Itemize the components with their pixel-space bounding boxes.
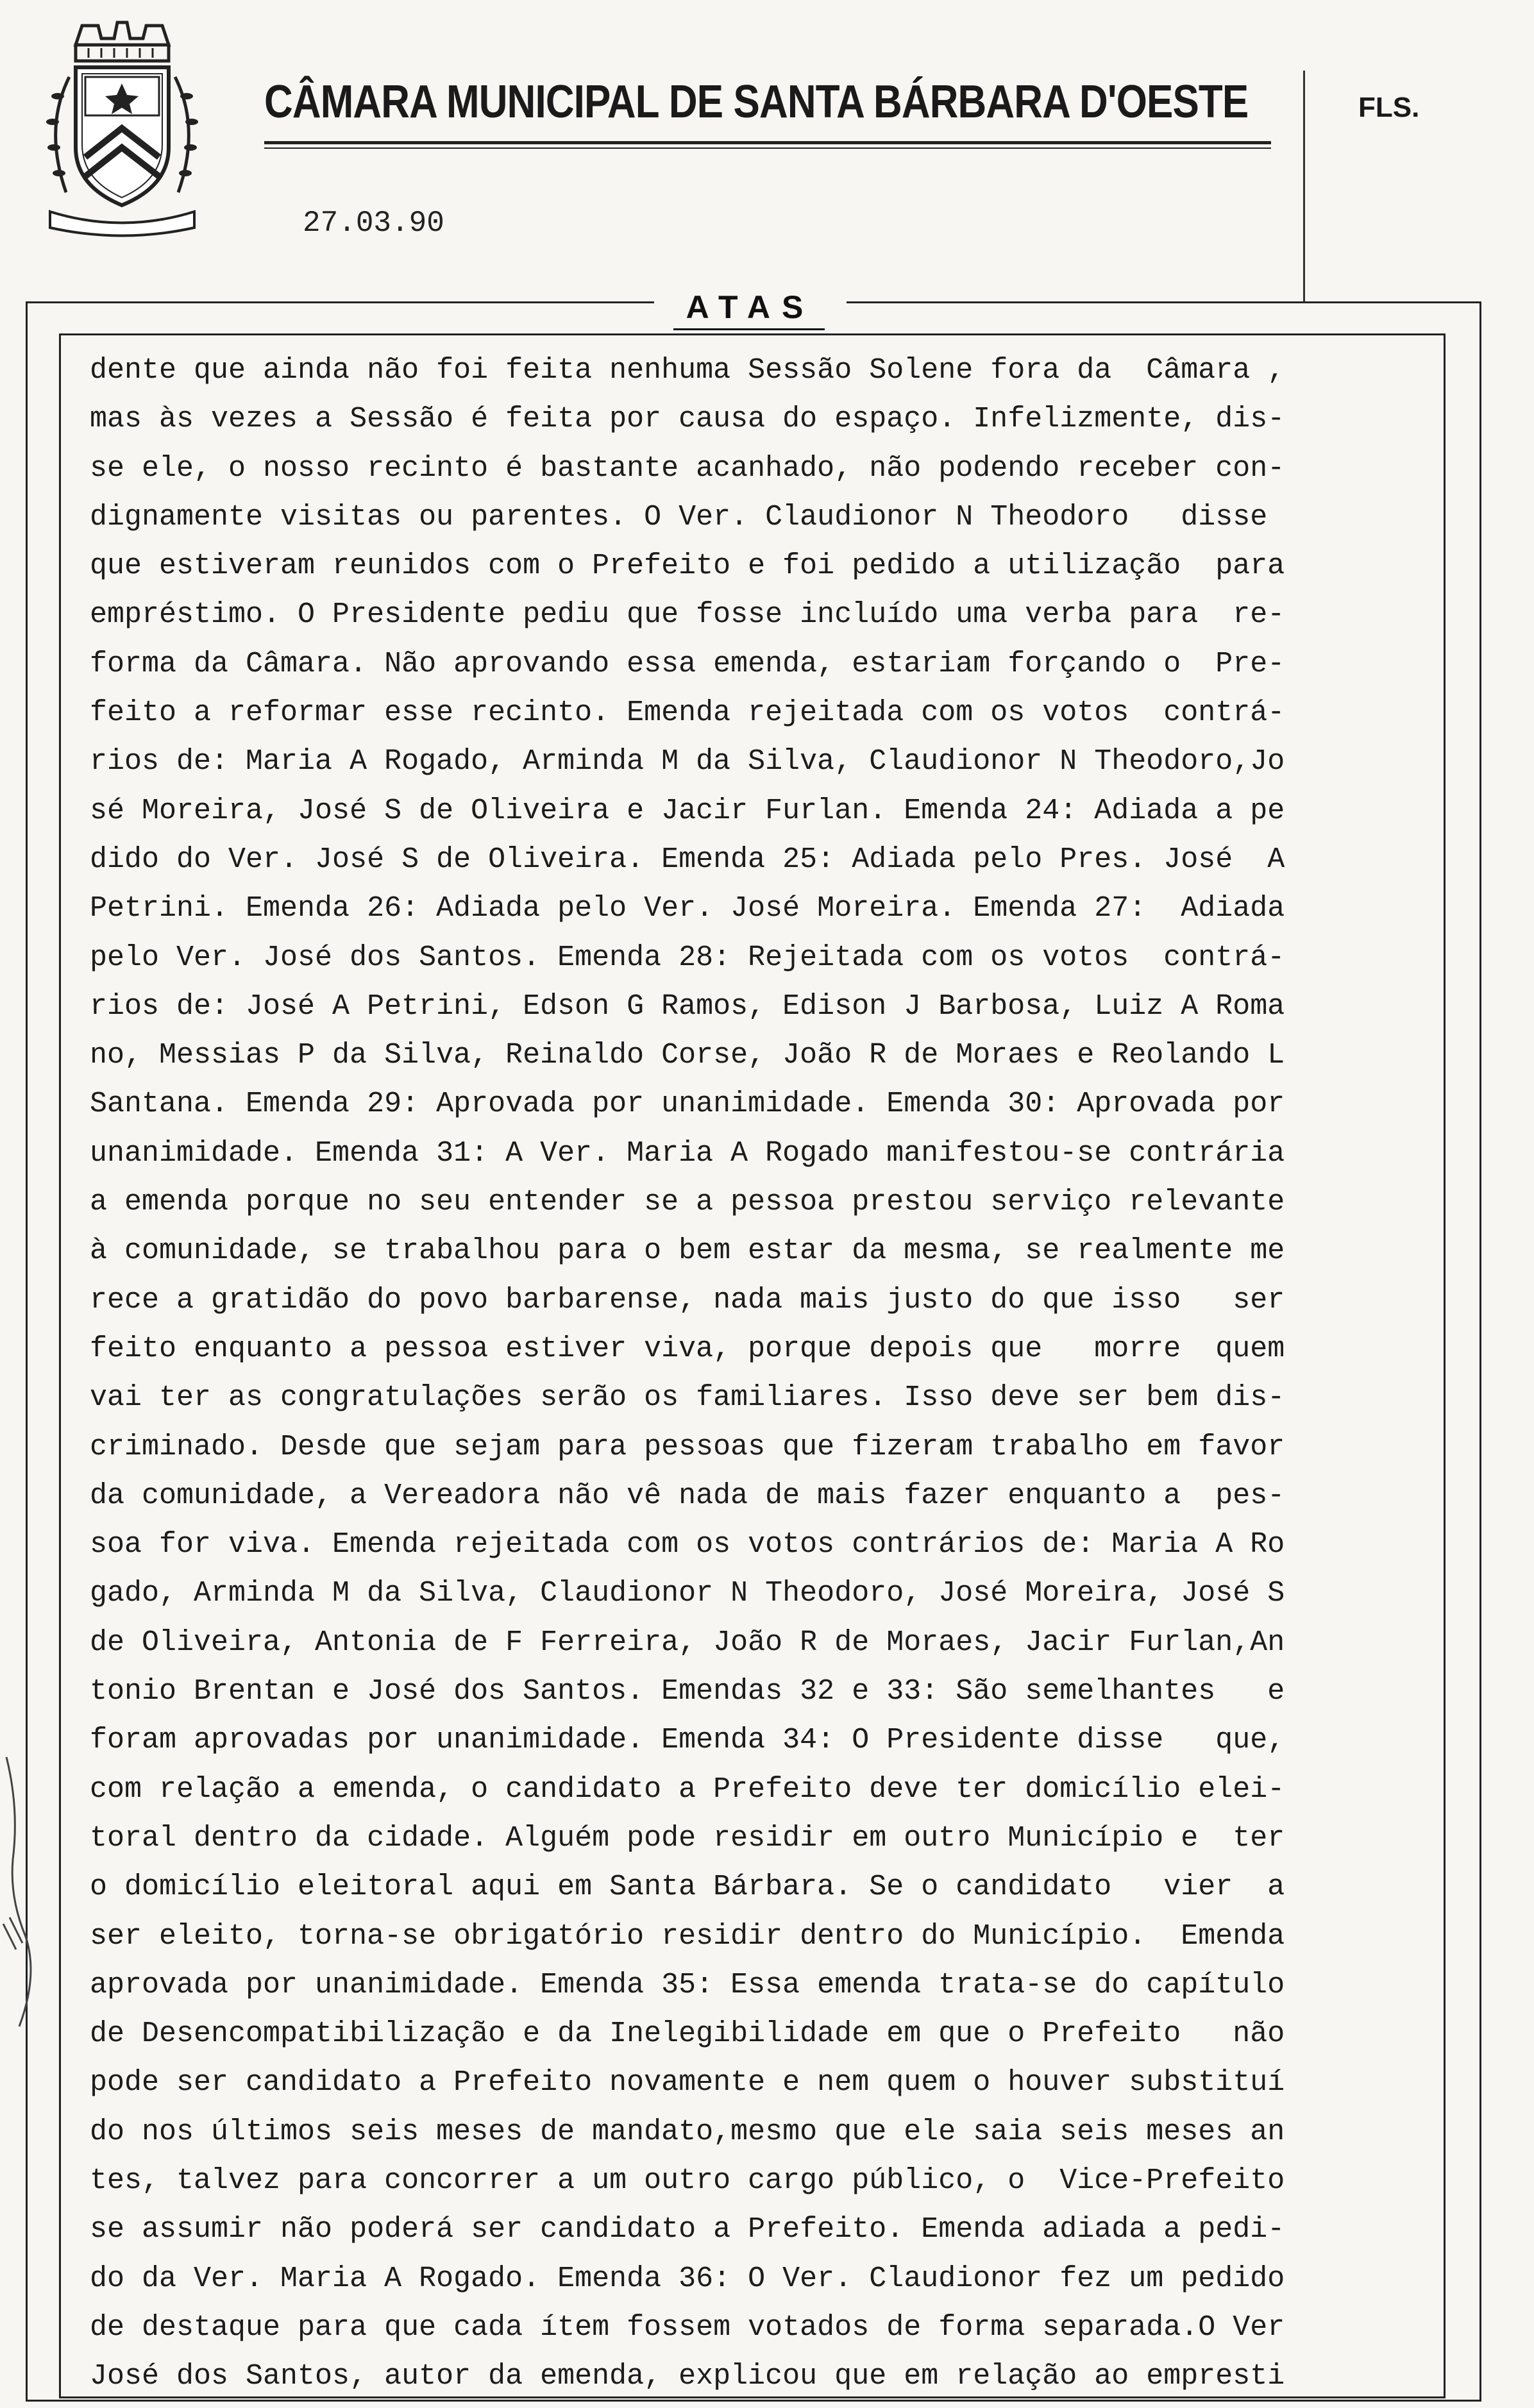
text-line: de Desencompatibilização e da Inelegibilidade em que o Prefeito não [90, 2017, 1285, 2051]
text-line: dignamente visitas ou parentes. O Ver. Claudionor N Theodoro disse [90, 500, 1268, 534]
text-line: mas às vezes a Sessão é feita por causa do espaço. Infelizmente, dis- [90, 403, 1285, 436]
text-line: da comunidade, a Vereadora não vê nada de mais fazer enquanto a pes- [90, 1479, 1285, 1512]
institution-title: CÂMARA MUNICIPAL DE SANTA BÁRBARA D'OESTE [264, 76, 1249, 128]
text-line: feito enquanto a pessoa estiver viva, porque depois que morre quem [90, 1332, 1285, 1365]
text-line: José dos Santos, autor da emenda, explicou que em relação ao empresti [90, 2360, 1285, 2393]
text-line: aprovada por unanimidade. Emenda 35: Essa emenda trata-se do capítulo [90, 1968, 1285, 2001]
text-line: criminado. Desde que sejam para pessoas que fizeram trabalho em favor [90, 1430, 1285, 1463]
text-line: sé Moreira, José S de Oliveira e Jacir Furlan. Emenda 24: Adiada a pe [90, 794, 1285, 827]
text-line: feito a reformar esse recinto. Emenda rejeitada com os votos contrá- [90, 696, 1285, 730]
text-line: foram aprovadas por unanimidade. Emenda 34: O Presidente disse que, [90, 1724, 1285, 1757]
section-title: ATAS [654, 289, 847, 326]
text-line: pelo Ver. José dos Santos. Emenda 28: Rejeitada com os votos contrá- [90, 941, 1285, 974]
text-line: à comunidade, se trabalhou para o bem estar da mesma, se realmente me [90, 1234, 1285, 1268]
text-line: rios de: José A Petrini, Edson G Ramos, Edison J Barbosa, Luiz A Roma [90, 989, 1285, 1023]
text-line: de Oliveira, Antonia de F Ferreira, João R de Moraes, Jacir Furlan,An [90, 1626, 1285, 1659]
header-rule-thin [264, 147, 1271, 149]
text-line: rece a gratidão do povo barbarense, nada mais justo do que isso ser [90, 1283, 1285, 1317]
section-title-underline [673, 328, 825, 330]
margin-scribble-icon [0, 1731, 58, 2052]
text-line: gado, Arminda M da Silva, Claudionor N Theodoro, José Moreira, José S [90, 1577, 1285, 1610]
margin-divider [1303, 71, 1305, 301]
text-line: Santana. Emenda 29: Aprovada por unanimidade. Emenda 30: Aprovada por [90, 1088, 1285, 1121]
text-line: a emenda porque no seu entender se a pessoa prestou serviço relevante [90, 1186, 1285, 1219]
text-line: se ele, o nosso recinto é bastante acanhado, não podendo receber con- [90, 451, 1285, 485]
text-line: dente que ainda não foi feita nenhuma Sessão Solene fora da Câmara , [90, 354, 1285, 387]
text-line: do da Ver. Maria A Rogado. Emenda 36: O Ver. Claudionor fez um pedido [90, 2262, 1285, 2295]
folio-label: FLS. [1358, 92, 1420, 123]
text-line: rios de: Maria A Rogado, Arminda M da Silva, Claudionor N Theodoro,Jo [90, 745, 1285, 779]
text-line: pode ser candidato a Prefeito novamente e nem quem o houver substituí [90, 2066, 1285, 2100]
text-line: com relação a emenda, o candidato a Prefeito deve ter domicílio elei- [90, 1772, 1285, 1806]
text-line: tes, talvez para concorrer a um outro cargo público, o Vice-Prefeito [90, 2164, 1285, 2197]
text-line: empréstimo. O Presidente pediu que fosse incluído uma verba para re- [90, 598, 1285, 632]
text-line: toral dentro da cidade. Alguém pode residir em outro Município e ter [90, 1821, 1285, 1855]
text-line: de destaque para que cada ítem fossem votados de forma separada.O Ver [90, 2311, 1285, 2344]
text-line: ser eleito, torna-se obrigatório residir dentro do Município. Emenda [90, 1919, 1285, 1953]
text-line: tonio Brentan e José dos Santos. Emendas 32 e 33: São semelhantes e [90, 1675, 1285, 1708]
document-date: 27.03.90 [303, 206, 444, 240]
text-line: dido do Ver. José S de Oliveira. Emenda 25: Adiada pelo Pres. José A [90, 843, 1285, 876]
text-line: no, Messias P da Silva, Reinaldo Corse, João R de Moraes e Reolando L [90, 1039, 1285, 1072]
minutes-body [90, 346, 1443, 2401]
header-rule [264, 141, 1271, 144]
text-line: unanimidade. Emenda 31: A Ver. Maria A Rogado manifestou-se contrária [90, 1136, 1285, 1170]
text-line: do nos últimos seis meses de mandato,mesmo que ele saia seis meses an [90, 2115, 1285, 2148]
text-line: soa for viva. Emenda rejeitada com os votos contrários de: Maria A Ro [90, 1528, 1285, 1562]
text-line: Petrini. Emenda 26: Adiada pelo Ver. José Moreira. Emenda 27: Adiada [90, 892, 1285, 925]
text-line: que estiveram reunidos com o Prefeito e foi pedido a utilização para [90, 550, 1285, 583]
text-line: se assumir não poderá ser candidato a Prefeito. Emenda adiada a pedi- [90, 2213, 1285, 2246]
text-line: forma da Câmara. Não aprovando essa emenda, estariam forçando o Pre- [90, 647, 1285, 680]
coat-of-arms-icon [31, 19, 214, 244]
text-line: vai ter as congratulações serão os familiares. Isso deve ser bem dis- [90, 1381, 1285, 1415]
text-line: o domicílio eleitoral aqui em Santa Bárbara. Se o candidato vier a [90, 1871, 1285, 1904]
